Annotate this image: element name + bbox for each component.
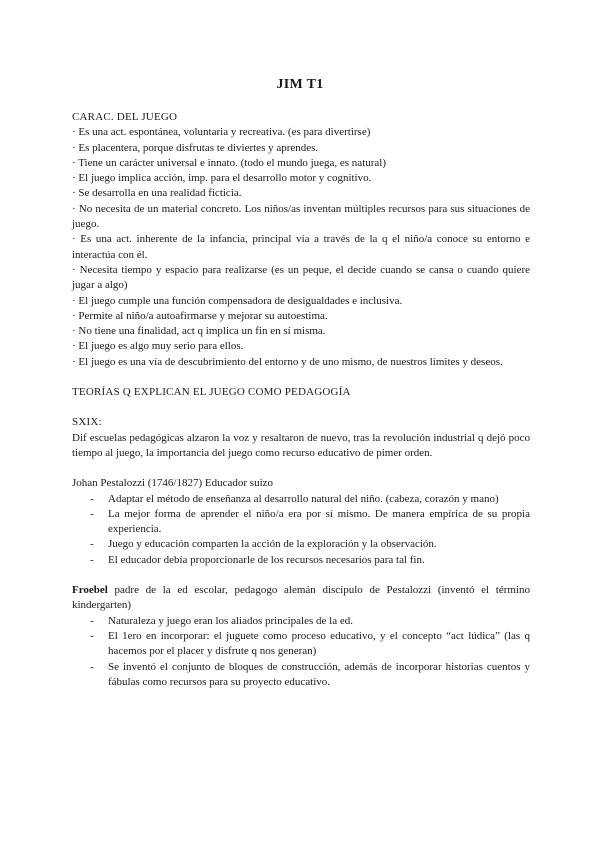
sxix-paragraph: Dif escuelas pedagógicas alzaron la voz y resaltaron de nuevo, tras la revolución industrial q dejó poco tiempo al juego, la importancia del juego como recurso educativo de pimer orden. [72,431,530,459]
pestalozzi-heading: Johan Pestalozzi (1746/1827) Educador suizo [72,477,274,490]
carac-item: · El juego es una vía de descubrimiento del entorno y de uno mismo, de nuestros límites y deseos. [72,355,503,368]
carac-item: · El juego es algo muy serio para ellos. [72,340,244,353]
froebel-name: Froebel [72,584,108,597]
carac-item: · Es una act. inherente de la infancia, principal vía a través de la q el niño/a conoce su entorno e interactúa con él. [72,233,530,261]
section-heading-carac: CARAC. DEL JUEGO [72,111,178,123]
froebel-list [72,614,530,690]
carac-item: · No necesita de un material concreto. Los niños/as inventan múltiples recursos para sus situaciones de juego. [72,202,530,231]
document-body [72,110,530,690]
section-heading-teorias: TEORÍAS Q EXPLICAN EL JUEGO COMO PEDAGOGÍA [72,386,351,399]
document-title: JIM T1 [276,77,324,92]
section-heading-sxix: SXIX: [72,416,102,429]
carac-item: · No tiene una finalidad, act q implica un fin en sí misma. [72,325,326,338]
list-item: - Adaptar el método de enseñanza al desarrollo natural del niño. (cabeza, corazón y mano) [72,492,530,507]
list-item: - El 1ero en incorporar: el juguete como proceso educativo, y el concepto “act lúdica” (las q hacemos por el placer y disfrute q nos generan) [72,629,530,660]
list-item: - Naturaleza y juego eran los aliados principales de la ed. [72,614,530,629]
carac-item: · El juego cumple una función compensadora de desigualdades e inclusiva. [72,294,403,307]
froebel-intro: padre de la ed escolar, pedagogo alemán discípulo de Pestalozzi (inventó el término kindergarten) [72,584,530,612]
pestalozzi-list [72,492,530,568]
carac-item: · Tiene un carácter universal e innato. (todo el mundo juega, es natural) [72,156,387,169]
list-item: - La mejor forma de aprender el niño/a era por sí mismo. De manera empírica de su propia experiencia. [72,507,530,538]
carac-item: · Se desarrolla en una realidad ficticia. [72,187,242,200]
froebel-intro-paragraph [72,583,530,614]
list-item: - El educador debía proporcionarle de los recursos necesarios para tal fin. [72,553,530,568]
carac-list [72,125,530,370]
carac-item: · El juego implica acción, imp. para el desarrollo motor y cognitivo. [72,172,372,185]
carac-item: · Necesita tiempo y espacio para realizarse (es un peque, el decide cuando se cansa o cuando quiere jugar a algo) [72,263,530,292]
carac-item: · Es una act. espontánea, voluntaria y recreativa. (es para divertirse) [72,126,371,139]
carac-item: · Es placentera, porque disfrutas te diviertes y aprendes. [72,141,319,154]
carac-item: · Permite al niño/a autoafirmarse y mejorar su autoestima. [72,309,328,322]
list-item: - Se inventó el conjunto de bloques de construcción, además de incorporar historias cuentos y fábulas como recursos para su proyecto educativo. [72,660,530,691]
list-item: - Juego y educación comparten la acción de la exploración y la observación. [72,537,530,552]
